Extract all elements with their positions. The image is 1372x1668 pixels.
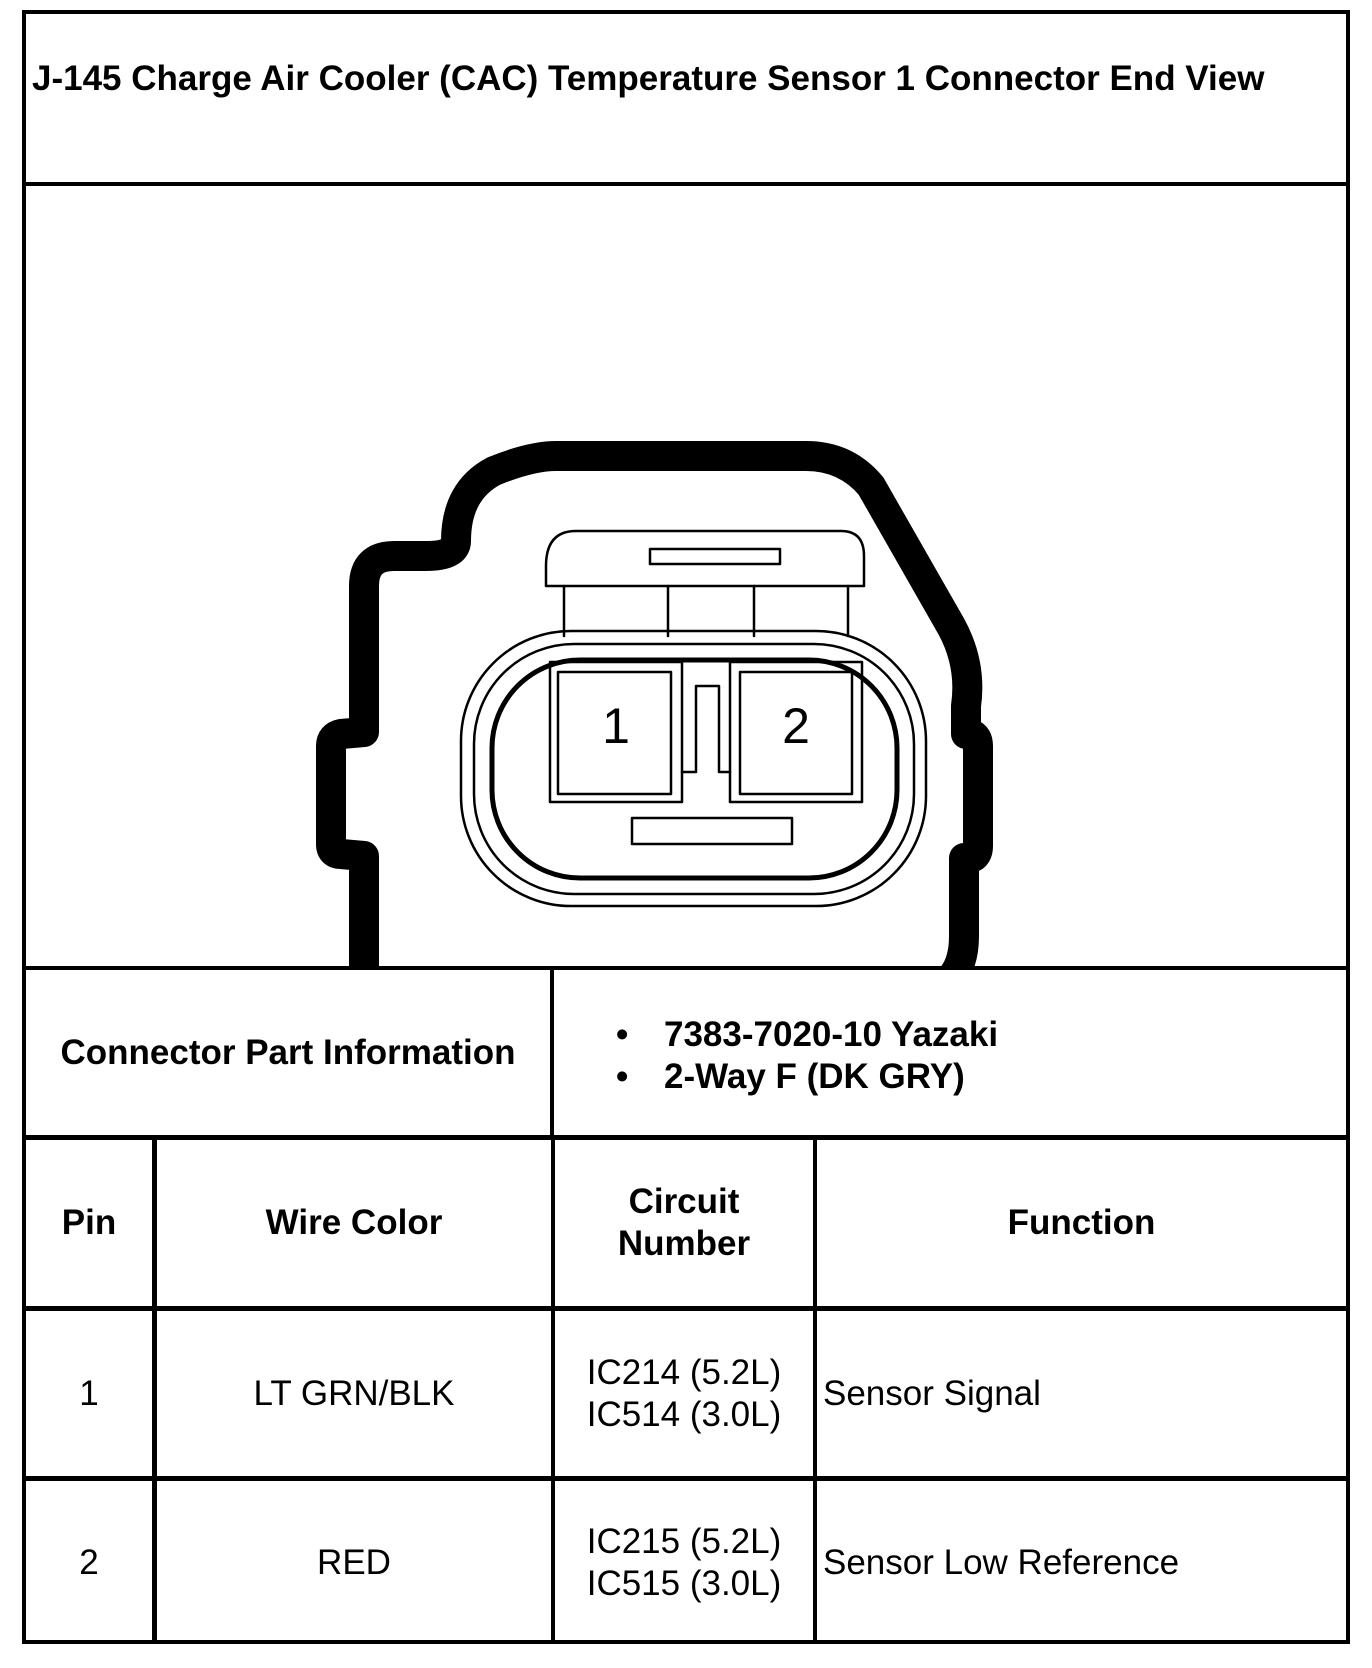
connector-latch <box>546 531 864 586</box>
latch-tab <box>650 549 780 564</box>
connector-type: • 2-Way F (DK GRY) <box>616 1056 998 1098</box>
connector-info-sheet <box>22 10 1350 1644</box>
header-pin: Pin <box>26 1140 157 1306</box>
wire-color-cell: LT GRN/BLK <box>157 1311 555 1476</box>
key-slot <box>632 818 792 844</box>
seal-ring-middle <box>474 644 914 894</box>
connector-part-info-row <box>26 970 1346 1140</box>
seal-ring-inner <box>492 660 897 878</box>
circuit-number: IC515 (3.0L) <box>586 1563 782 1603</box>
table-row <box>26 1481 1346 1644</box>
center-divider <box>682 686 730 772</box>
title-cell <box>26 14 1346 186</box>
pin-cell: 1 <box>26 1311 157 1476</box>
connector-end-view-diagram <box>26 186 1346 966</box>
circuit-number: IC215 (5.2L) <box>586 1521 782 1561</box>
pinout-table <box>26 1140 1346 1644</box>
table-row <box>26 1311 1346 1481</box>
pin-label-2: 2 <box>782 698 810 754</box>
page-title: J-145 Charge Air Cooler (CAC) Temperature Sensor 1 Connector End View <box>32 59 1265 98</box>
circuit-number-cell <box>555 1311 817 1476</box>
header-circuit-line1: Circuit <box>628 1182 740 1221</box>
function-cell: Sensor Low Reference <box>823 1542 1180 1582</box>
part-number: • 7383-7020-10 Yazaki <box>616 1014 998 1056</box>
header-circuit-number <box>555 1140 817 1306</box>
function-cell: Sensor Signal <box>823 1373 1041 1413</box>
connector-housing-outline <box>331 456 978 966</box>
header-circuit-line2: Number <box>617 1224 751 1263</box>
circuit-number: IC214 (5.2L) <box>586 1352 782 1392</box>
wire-color-cell: RED <box>157 1481 555 1644</box>
connector-part-info-list <box>616 1014 998 1098</box>
header-wire-color: Wire Color <box>157 1140 555 1306</box>
connector-diagram-cell <box>26 186 1346 970</box>
pin-label-1: 1 <box>602 698 630 754</box>
header-function: Function <box>1007 1203 1156 1242</box>
circuit-number: IC514 (3.0L) <box>586 1394 782 1434</box>
connector-part-info-label: Connector Part Information <box>26 970 554 1135</box>
table-header-row <box>26 1140 1346 1311</box>
circuit-number-cell <box>555 1481 817 1644</box>
pin-cell: 2 <box>26 1481 157 1644</box>
